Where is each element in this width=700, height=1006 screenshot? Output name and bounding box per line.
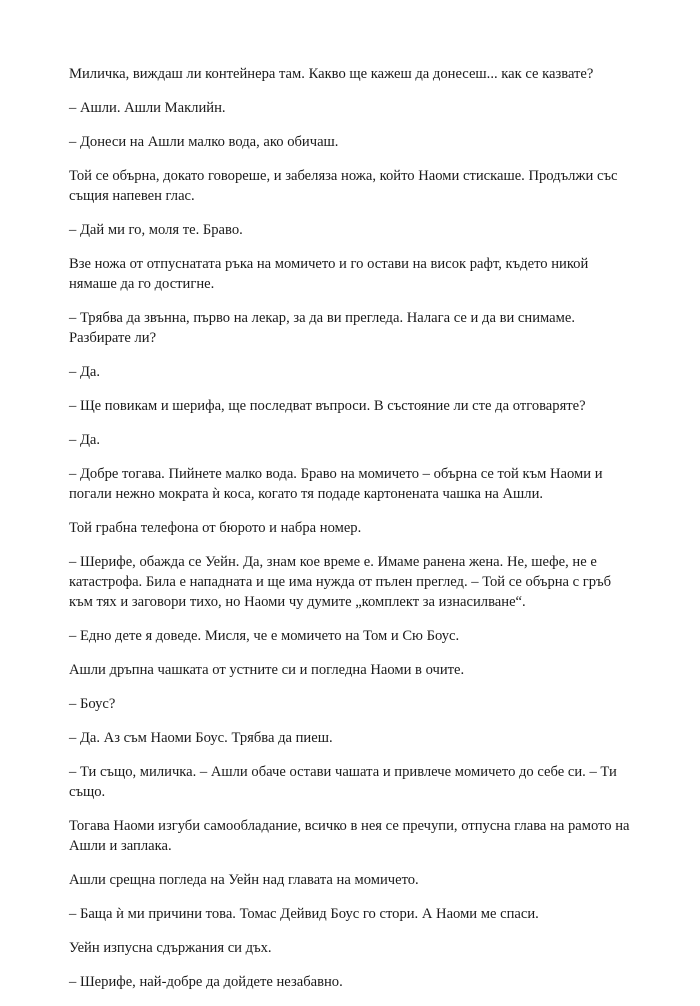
text-column: [69, 64, 635, 1006]
paragraph: – Баща ѝ ми причини това. Томас Дейвид Боус го стори. А Наоми ме спаси.: [69, 906, 539, 922]
paragraph: Той грабна телефона от бюрото и набра номер.: [69, 520, 362, 536]
paragraph: – Боус?: [69, 696, 116, 712]
paragraph: Ашли дръпна чашката от устните си и погледна Наоми в очите.: [69, 662, 465, 678]
paragraph: – Да.: [69, 364, 101, 380]
paragraph: – Шерифе, най-добре да дойдете незабавно.: [69, 974, 343, 990]
paragraph: – Трябва да звънна, първо на лекар, за да ви прегледа. Налага се и да ви снимаме. Разбирате ли?: [69, 310, 575, 346]
paragraph: – Донеси на Ашли малко вода, ако обичаш.: [69, 134, 339, 150]
paragraph: – Да. Аз съм Наоми Боус. Трябва да пиеш.: [69, 730, 333, 746]
paragraph: – Добре тогава. Пийнете малко вода. Браво на момичето – обърна се той към Наоми и погали нежно мократа ѝ коса, когато тя подаде картонената чашка на Ашли.: [69, 466, 603, 502]
paragraph: Ашли срещна погледа на Уейн над главата на момичето.: [69, 872, 419, 888]
paragraph: – Ашли. Ашли Маклийн.: [69, 100, 226, 116]
paragraph: – Дай ми го, моля те. Браво.: [69, 222, 243, 238]
paragraph: – Шерифе, обажда се Уейн. Да, знам кое време е. Имаме ранена жена. Не, шефе, не е катастрофа. Била е нападната и ще има нужда от пълен преглед. – Той се обърна с гръб към тях и заговори тихо, но Наоми чу думите „комплект за изнасилване“.: [69, 554, 612, 610]
paragraph: Уейн изпусна сдържания си дъх.: [69, 940, 272, 956]
paragraph: Тогава Наоми изгуби самообладание, всичко в нея се пречупи, отпусна глава на рамото на Ашли и заплака.: [69, 818, 630, 854]
paragraph: – Едно дете я доведе. Мисля, че е момичето на Том и Сю Боус.: [69, 628, 460, 644]
paragraph: Той се обърна, докато говореше, и забеляза ножа, който Наоми стискаше. Продължи със същия напевен глас.: [69, 168, 618, 204]
paragraph: – Да.: [69, 432, 101, 448]
paragraph: – Ще повикам и шерифа, ще последват въпроси. В състояние ли сте да отговаряте?: [69, 398, 586, 414]
paragraph: Миличка, виждаш ли контейнера там. Какво ще кажеш да донесеш... как се казвате?: [69, 66, 594, 82]
paragraph: – Ти също, миличка. – Ашли обаче остави чашата и привлече момичето до себе си. – Ти също.: [69, 764, 617, 800]
paragraph: Взе ножа от отпуснатата ръка на момичето и го остави на висок рафт, където никой нямаше да го достигне.: [69, 256, 589, 292]
